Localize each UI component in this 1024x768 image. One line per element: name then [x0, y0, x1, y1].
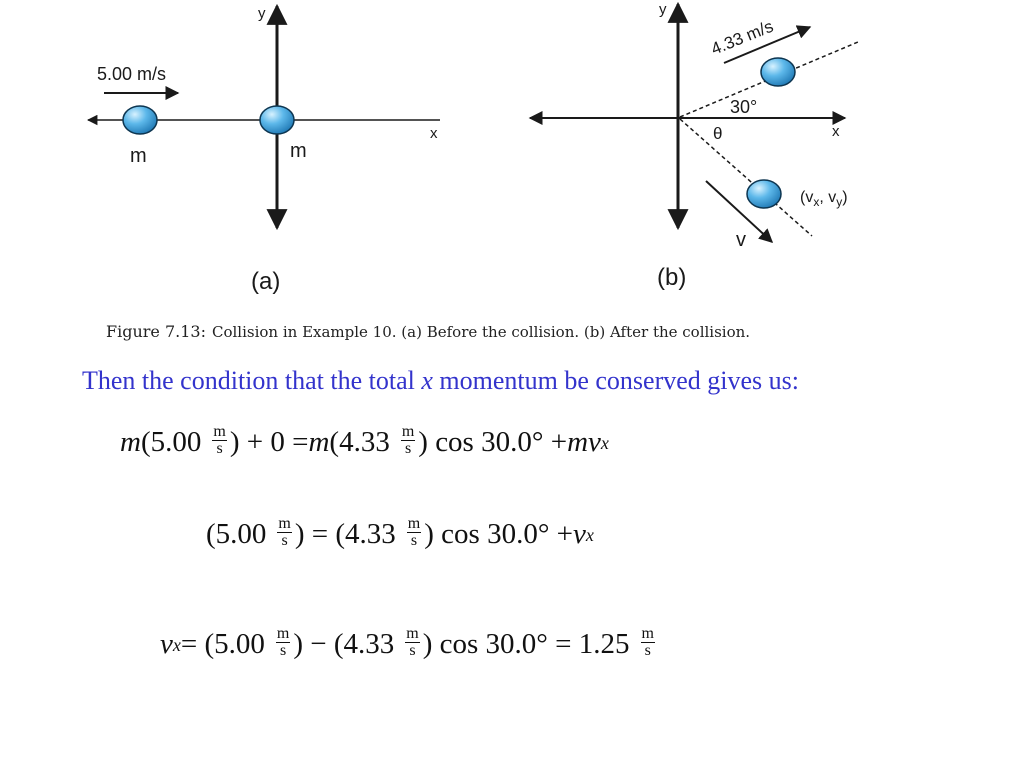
equation-2: (5.00 $\frac{m}{s}$ ) = (4.33 $\frac{m}{s}$ ) cos 30.0° + v x — [206, 515, 594, 550]
components-label: ($v_x$, $v_y$) — [800, 189, 848, 209]
panel-b — [530, 1, 858, 291]
x-axis-label: x — [430, 125, 438, 142]
mass-label-right: m — [290, 140, 307, 162]
unit-fraction: $\frac{m}{s}$ — [278, 515, 291, 549]
y-axis-label: y — [659, 1, 667, 18]
unit-fraction: $\frac{m}{s}$ — [276, 625, 290, 659]
figure-caption — [106, 322, 926, 341]
v-label: v — [736, 229, 746, 251]
speed-label: 5.00 m/s — [97, 64, 167, 84]
ball-upper — [761, 58, 795, 86]
caption-text: Collision in Example 10. (a) Before the collision. (b) After the collision. — [211, 323, 751, 341]
intro-variable: x — [421, 366, 433, 395]
panel-label-a: (a) — [251, 268, 281, 295]
x-axis-label: x — [832, 123, 840, 140]
equation-3: v x = (5.00 $\frac{m}{s}$ ) − (4.33 $\frac{m}{s}$ ) cos 30.0° = 1.25 $\frac{m}{s}$ — [160, 625, 654, 660]
equation-1: m (5.00 $\frac{m}{s}$ ) + 0 = m (4.33 $\frac{m}{s}$ ) cos 30.0° + mv x — [120, 423, 609, 458]
panel-label-b: (b) — [657, 264, 687, 291]
unit-fraction: $\frac{m}{s}$ — [213, 423, 226, 457]
theta-label: θ — [713, 124, 723, 143]
angle-label: 30° — [730, 97, 758, 117]
y-axis-label: y — [258, 5, 266, 22]
speed-label-upper: 4.33 m/s — [708, 16, 776, 59]
ball-right — [260, 106, 294, 134]
ball-left — [123, 106, 157, 134]
mass-label-left: m — [130, 145, 147, 167]
unit-fraction: $\frac{m}{s}$ — [401, 423, 415, 457]
unit-fraction: $\frac{m}{s}$ — [407, 515, 421, 549]
unit-fraction: $\frac{m}{s}$ — [641, 625, 654, 659]
unit-fraction: $\frac{m}{s}$ — [406, 625, 419, 659]
figure-number: Figure 7.13: — [106, 322, 206, 341]
collision-figure — [0, 0, 1024, 310]
intro-sentence: Then the condition that the total x momentum be conserved gives us: — [82, 366, 800, 395]
panel-a — [88, 5, 440, 295]
ball-lower — [747, 180, 781, 208]
